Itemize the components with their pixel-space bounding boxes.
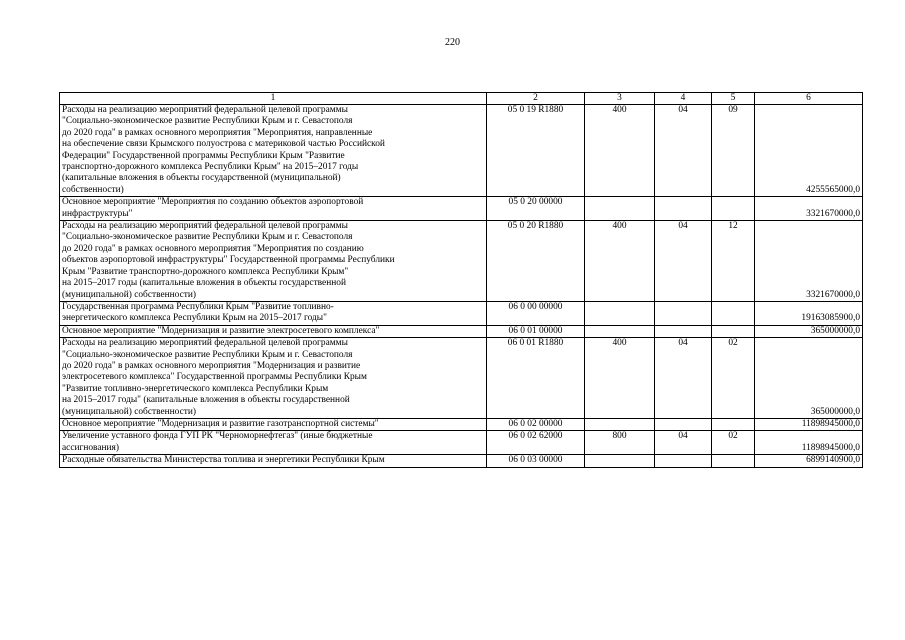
target-article-code-cell: 06 0 03 00000: [487, 455, 585, 467]
section-code-cell: 04: [655, 431, 712, 455]
expense-name-cell: [60, 325, 487, 337]
amount-cell: 365000000,0: [755, 338, 863, 419]
section-code-cell: 04: [655, 338, 712, 419]
expense-name-line: объектов аэропортовой инфраструктуры" Государственной программы Республики: [62, 255, 395, 266]
expense-name-cell: [60, 301, 487, 325]
table-row: [60, 105, 863, 197]
expense-name-line: (муниципальной) собственности): [62, 406, 196, 417]
expense-name-line: на 2015–2017 годы" (капитальные вложения в объекты государственной: [62, 395, 350, 406]
table-row: [60, 197, 863, 221]
expense-type-code-cell: [585, 418, 655, 430]
column-header-5: 5: [712, 93, 755, 105]
column-header-2: 2: [487, 93, 585, 105]
subsection-code-cell: 09: [712, 105, 755, 197]
expense-name-line: до 2020 года" в рамках основного мероприятия "Модернизация и развитие: [62, 360, 361, 371]
table-row: [60, 418, 863, 430]
expense-name-cell: [60, 338, 487, 419]
expense-name-line: инфраструктуры": [62, 208, 133, 219]
target-article-code-cell: 06 0 01 R1880: [487, 338, 585, 419]
expense-name-line: Основное мероприятие "Модернизация и развитие газотранспортной системы": [62, 418, 379, 429]
header-row: [60, 93, 863, 105]
amount-cell: 365000000,0: [755, 325, 863, 337]
subsection-code-cell: [712, 301, 755, 325]
expense-type-code-cell: [585, 325, 655, 337]
amount-cell: 3321670000,0: [755, 221, 863, 302]
expense-name-line: до 2020 года" в рамках основного мероприятия "Мероприятия, направленные: [62, 127, 373, 138]
target-article-code-cell: 06 0 01 00000: [487, 325, 585, 337]
section-code-cell: [655, 418, 712, 430]
subsection-code-cell: 02: [712, 338, 755, 419]
target-article-code-cell: 05 0 20 R1880: [487, 221, 585, 302]
page-number: 220: [445, 37, 460, 48]
table-row: [60, 455, 863, 467]
expense-name-line: Увеличение уставного фонда ГУП РК "Черноморнефтегаз" (иные бюджетные: [62, 431, 373, 442]
expense-type-code-cell: 400: [585, 338, 655, 419]
section-code-cell: [655, 325, 712, 337]
subsection-code-cell: 12: [712, 221, 755, 302]
subsection-code-cell: [712, 418, 755, 430]
expense-name-line: энергетического комплекса Республики Крым на 2015–2017 годы": [62, 313, 327, 324]
expense-name-line: Основное мероприятие "Модернизация и развитие электросетевого комплекса": [62, 325, 380, 336]
amount-cell: 4255565000,0: [755, 105, 863, 197]
expense-type-code-cell: [585, 455, 655, 467]
table-row: [60, 301, 863, 325]
expense-name-line: (капитальные вложения в объекты государственной (муниципальной): [62, 173, 341, 184]
expense-type-code-cell: 400: [585, 221, 655, 302]
amount-cell: 11898945000,0: [755, 418, 863, 430]
expense-name-line: (муниципальной) собственности): [62, 289, 196, 300]
expense-name-cell: [60, 197, 487, 221]
expense-name-line: Крым "Развитие транспортно-дорожного комплекса Республики Крым": [62, 266, 349, 277]
subsection-code-cell: [712, 325, 755, 337]
section-code-cell: [655, 455, 712, 467]
target-article-code-cell: 06 0 02 62000: [487, 431, 585, 455]
expense-name-line: Расходы на реализацию мероприятий федеральной целевой программы: [62, 105, 348, 115]
target-article-code-cell: 05 0 20 00000: [487, 197, 585, 221]
table-row: [60, 325, 863, 337]
expense-name-line: на обеспечение связи Крымского полуострова с материковой частью Российской: [62, 139, 385, 150]
expense-type-code-cell: [585, 197, 655, 221]
amount-cell: 19163085900,0: [755, 301, 863, 325]
section-code-cell: [655, 301, 712, 325]
budget-table: [59, 92, 863, 468]
column-header-3: 3: [585, 93, 655, 105]
target-article-code-cell: 06 0 02 00000: [487, 418, 585, 430]
expense-name-line: ассигнования): [62, 442, 119, 453]
amount-cell: 6899140900,0: [755, 455, 863, 467]
expense-name-line: Расходные обязательства Министерства топлива и энергетики Республики Крым: [62, 455, 385, 466]
expense-name-cell: [60, 105, 487, 197]
expense-name-line: "Социально-экономическое развитие Республики Крым и г. Севастополя: [62, 349, 353, 360]
subsection-code-cell: 02: [712, 431, 755, 455]
column-header-6: 6: [755, 93, 863, 105]
expense-name-line: до 2020 года" в рамках основного мероприятия "Мероприятия по созданию: [62, 243, 364, 254]
table-row: [60, 221, 863, 302]
expense-type-code-cell: 400: [585, 105, 655, 197]
target-article-code-cell: 05 0 19 R1880: [487, 105, 585, 197]
expense-name-cell: [60, 221, 487, 302]
column-header-4: 4: [655, 93, 712, 105]
expense-name-line: на 2015–2017 годы (капитальные вложения в объекты государственной: [62, 278, 346, 289]
expense-name-line: Государственная программа Республики Крым "Развитие топливно-: [62, 301, 334, 312]
expense-type-code-cell: 800: [585, 431, 655, 455]
target-article-code-cell: 06 0 00 00000: [487, 301, 585, 325]
amount-cell: 11898945000,0: [755, 431, 863, 455]
expense-name-line: "Развитие топливно-энергетического комплекса Республики Крым: [62, 383, 329, 394]
expense-name-line: "Социально-экономическое развитие Республики Крым и г. Севастополя: [62, 232, 353, 243]
section-code-cell: [655, 197, 712, 221]
expense-name-cell: [60, 418, 487, 430]
expense-name-cell: [60, 431, 487, 455]
expense-name-line: собственности): [62, 184, 124, 195]
expense-name-line: Федерации" Государственной программы Республики Крым "Развитие: [62, 150, 345, 161]
expense-name-cell: [60, 455, 487, 467]
expense-name-line: Расходы на реализацию мероприятий федеральной целевой программы: [62, 338, 348, 349]
section-code-cell: 04: [655, 105, 712, 197]
section-code-cell: 04: [655, 221, 712, 302]
expense-type-code-cell: [585, 301, 655, 325]
table-row: [60, 431, 863, 455]
subsection-code-cell: [712, 197, 755, 221]
expense-name-line: электросетевого комплекса" Государственной программы Республики Крым: [62, 372, 367, 383]
column-header-1: 1: [60, 93, 487, 105]
expense-name-line: транспортно-дорожного комплекса Республики Крым" на 2015–2017 годы: [62, 162, 359, 173]
table-row: [60, 338, 863, 419]
expense-name-line: Основное мероприятие "Мероприятия по созданию объектов аэропортовой: [62, 197, 364, 208]
amount-cell: 3321670000,0: [755, 197, 863, 221]
expense-name-line: "Социально-экономическое развитие Республики Крым и г. Севастополя: [62, 116, 353, 127]
subsection-code-cell: [712, 455, 755, 467]
expense-name-line: Расходы на реализацию мероприятий федеральной целевой программы: [62, 221, 348, 232]
